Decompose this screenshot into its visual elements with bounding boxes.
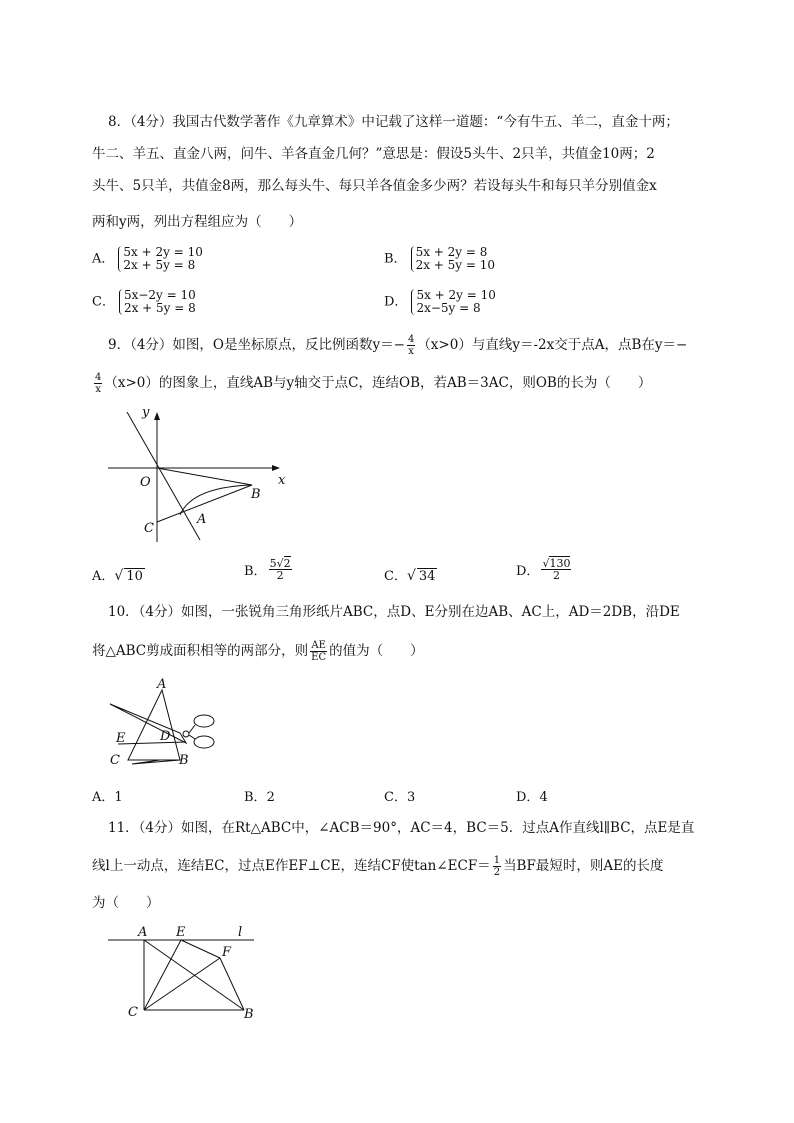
q10-text-line-1: 10．（4分）如图，一张锐角三角形纸片ABC，点D、E分别在边AB、AC上，AD＝2DB，沿DE: [108, 604, 680, 620]
label-y: y: [142, 405, 150, 420]
q10-triangle-scissors-figure: [100, 676, 230, 771]
q9-option-d[interactable]: D． $\frac{√130}{2}$: [516, 557, 571, 582]
q10-text-line-2: 将△ABC剪成面积相等的两部分，则 $\frac{AE}{EC}$ 的值为（ ）: [92, 640, 424, 663]
option-label: D．: [384, 294, 408, 310]
equation-system: 5x + 2y = 8 2x + 5y = 10: [411, 246, 495, 272]
label-b: B: [251, 487, 261, 502]
q11-rectangle-figure: [100, 922, 270, 1024]
q9-coordinate-figure: [100, 402, 300, 547]
scissors-handle-bottom: [194, 736, 214, 748]
q9-option-a[interactable]: A．√ 10: [92, 568, 143, 584]
q11-text-line-1: 11．（4分）如图，在Rt△ABC中，∠ACB＝90°，AC＝4，BC＝5．过点A作直线l∥BC，点E是直: [108, 820, 695, 836]
equation-system: 5x−2y = 10 2x + 5y = 8: [119, 289, 196, 315]
q9-option-c[interactable]: C．√ 34: [384, 568, 436, 584]
label-x: x: [278, 473, 286, 488]
fraction: $\frac{1}{2}$: [493, 855, 501, 878]
segment-ec: [144, 940, 181, 1010]
scissors-pivot: [183, 731, 189, 737]
label-c: C: [144, 521, 154, 536]
label-b: B: [244, 1007, 254, 1022]
triangle-abc: [128, 690, 180, 760]
fraction: $\frac{AE}{EC}$: [311, 640, 327, 663]
fraction: $\frac{4}{x}$: [407, 334, 415, 357]
paper-bottom-flap: [132, 760, 180, 764]
label-a: A: [138, 925, 148, 940]
option-label: B．: [384, 251, 407, 267]
fraction: $\frac{4}{x}$: [95, 372, 102, 395]
label-f: F: [222, 945, 232, 960]
label-d: D: [160, 729, 171, 744]
label-b: B: [179, 753, 189, 768]
label-e: E: [116, 731, 126, 746]
q9-text-line-1: 9．（4分）如图，O是坐标原点，反比例函数y＝− $\frac{4}{x}$ （x>0）与直线y＝-2x交于点A，点B在y＝−: [108, 334, 688, 357]
label-o: O: [140, 475, 151, 490]
label-c: C: [110, 753, 120, 768]
q8-option-b[interactable]: [384, 246, 495, 272]
q8-option-c[interactable]: [92, 289, 196, 315]
q11-text-line-3: 为（ ）: [92, 895, 160, 911]
label-l: l: [238, 925, 243, 940]
q9-text-line-2: $\frac{4}{x}$ （x>0）的图象上，直线AB与y轴交于点C，连结OB，若AB＝3AC，则OB的长为（ ）: [95, 372, 652, 395]
q10-option-d[interactable]: D．4: [516, 790, 548, 805]
equation-system: 5x + 2y = 10 2x + 5y = 8: [118, 246, 202, 272]
label-a: A: [197, 512, 207, 527]
label-e: E: [176, 925, 186, 940]
equation-system: 5x + 2y = 10 2x−5y = 8: [411, 289, 495, 315]
x-axis-arrow: [272, 465, 280, 471]
q10-option-b[interactable]: B．2: [244, 790, 275, 805]
segment-ef: [181, 940, 220, 958]
q9-option-b[interactable]: B． $\frac{5√2}{2}$: [244, 557, 291, 582]
q8-text-line-2: 牛二、羊五、直金八两，问牛、羊各直金几何？”意思是：假设5头牛、2只羊，共值金10两；2: [92, 146, 655, 162]
label-c: C: [128, 1005, 138, 1020]
q8-option-a[interactable]: [92, 246, 203, 272]
q10-option-a[interactable]: A．1: [92, 790, 123, 805]
q8-text-line-4: 两和y两，列出方程组应为（ ）: [92, 214, 303, 230]
q8-text-line-3: 头牛、5只羊，共值金8两，那么每头牛、每只羊各值金多少两？若设每头牛和每只羊分别值金x: [92, 178, 657, 194]
option-label: A．: [92, 251, 115, 267]
line-y-neg2x: [127, 412, 200, 540]
segment-ob: [157, 468, 252, 485]
option-label: C．: [92, 294, 115, 310]
q10-option-c[interactable]: C．3: [384, 790, 416, 805]
y-axis-arrow: [154, 412, 160, 420]
q11-text-line-2: 线l上一动点，连结EC，过点E作EF⊥CE，连结CF使tan∠ECF＝ $\frac{1}{2}$ 当BF最短时，则AE的长度: [92, 855, 664, 878]
segment-cf: [144, 958, 220, 1010]
label-a: A: [157, 677, 167, 692]
scissors-handle-top: [194, 715, 214, 727]
q8-option-d[interactable]: [384, 289, 496, 315]
q8-text-line-1: 8．（4分）我国古代数学著作《九章算术》中记载了这样一道题：“今有牛五、羊二，直金十两；: [108, 114, 679, 130]
